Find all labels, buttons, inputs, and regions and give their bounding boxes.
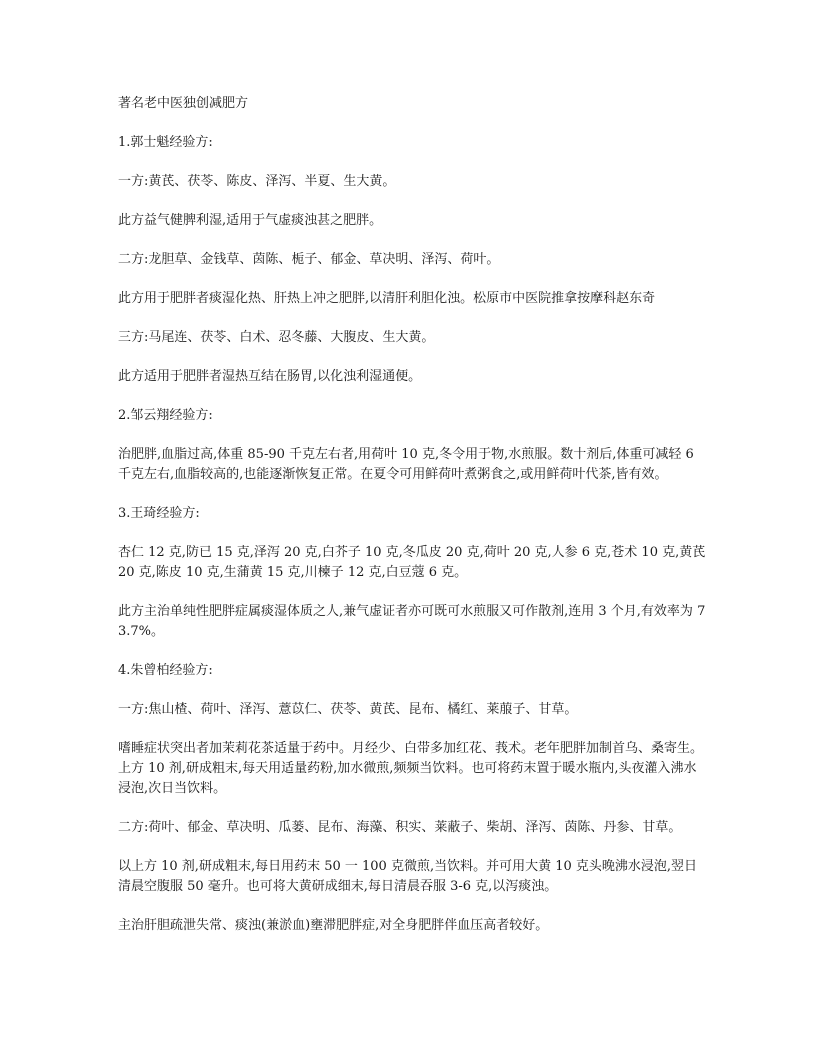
paragraph: 二方:荷叶、郁金、草决明、瓜蒌、昆布、海藻、积实、莱蔽子、柴胡、泽泻、茵陈、丹参、甘草。 xyxy=(118,820,682,835)
paragraph: 此方益气健脾利湿,适用于气虚痰浊甚之肥胖。 xyxy=(118,213,383,228)
paragraph: 主治肝胆疏泄失常、痰浊(兼淤血)壅滞肥胖症,对全身肥胖伴血压高者较好。 xyxy=(118,918,549,933)
paragraph: 一方:黄芪、茯苓、陈皮、泽泻、半夏、生大黄。 xyxy=(118,174,396,189)
paragraph: 三方:马尾连、茯苓、白术、忍冬藤、大腹皮、生大黄。 xyxy=(118,330,435,345)
paragraph: 以上方 10 剂,研成粗末,每日用药末 50 一 100 克微煎,当饮料。并可用大黄 10 克头晚沸水浸泡,翌日清晨空腹服 50 毫升。也可将大黄研成细末,每日清晨吞服 3-6 克,以泻痰浊。 xyxy=(118,859,698,894)
paragraph: 治肥胖,血脂过高,体重 85-90 千克左右者,用荷叶 10 克,冬令用于物,水煎服。数十剂后,体重可减轻 6 千克左右,血脂较高的,也能逐渐恢复正常。在夏令可用鲜荷叶煮粥食之,或用鲜荷叶代茶,皆有效。 xyxy=(118,447,694,482)
section-heading-wang: 3.王琦经验方: xyxy=(118,506,200,521)
paragraph: 此方用于肥胖者痰湿化热、肝热上冲之肥胖,以清肝利胆化浊。松原市中医院推拿按摩科赵东奇 xyxy=(118,291,656,306)
document-body xyxy=(118,94,708,955)
section-heading-zou: 2.邹云翔经验方: xyxy=(118,408,213,423)
paragraph: 此方主治单纯性肥胖症属痰湿体质之人,兼气虚证者亦可既可水煎服又可作散剂,连用 3 个月,有效率为 73.7%。 xyxy=(118,604,706,639)
paragraph: 此方适用于肥胖者湿热互结在肠胃,以化浊利湿通便。 xyxy=(118,369,422,384)
paragraph: 二方:龙胆草、金钱草、茵陈、栀子、郁金、草决明、泽泻、荷叶。 xyxy=(118,252,500,267)
section-heading-zhu: 4.朱曾柏经验方: xyxy=(118,663,213,678)
paragraph: 一方:焦山楂、荷叶、泽泻、薏苡仁、茯苓、黄芪、昆布、橘红、莱菔子、甘草。 xyxy=(118,702,578,717)
document-title: 著名老中医独创减肥方 xyxy=(118,96,249,111)
section-heading-guo: 1.郭士魁经验方: xyxy=(118,135,213,150)
paragraph: 杏仁 12 克,防已 15 克,泽泻 20 克,白芥子 10 克,冬瓜皮 20 克,荷叶 20 克,人参 6 克,苍术 10 克,黄芪 20 克,陈皮 10 克,生蒲黄 15 克,川楝子 12 克,白豆蔻 6 克。 xyxy=(118,545,706,580)
paragraph: 嗜睡症状突出者加茉莉花茶适量于药中。月经少、白带多加红花、莪术。老年肥胖加制首乌、桑寄生。上方 10 剂,研成粗末,每天用适量药粉,加水微煎,频频当饮料。也可将药末置于暖水瓶内,头夜灌入沸水浸泡,次日当饮料。 xyxy=(118,741,704,796)
